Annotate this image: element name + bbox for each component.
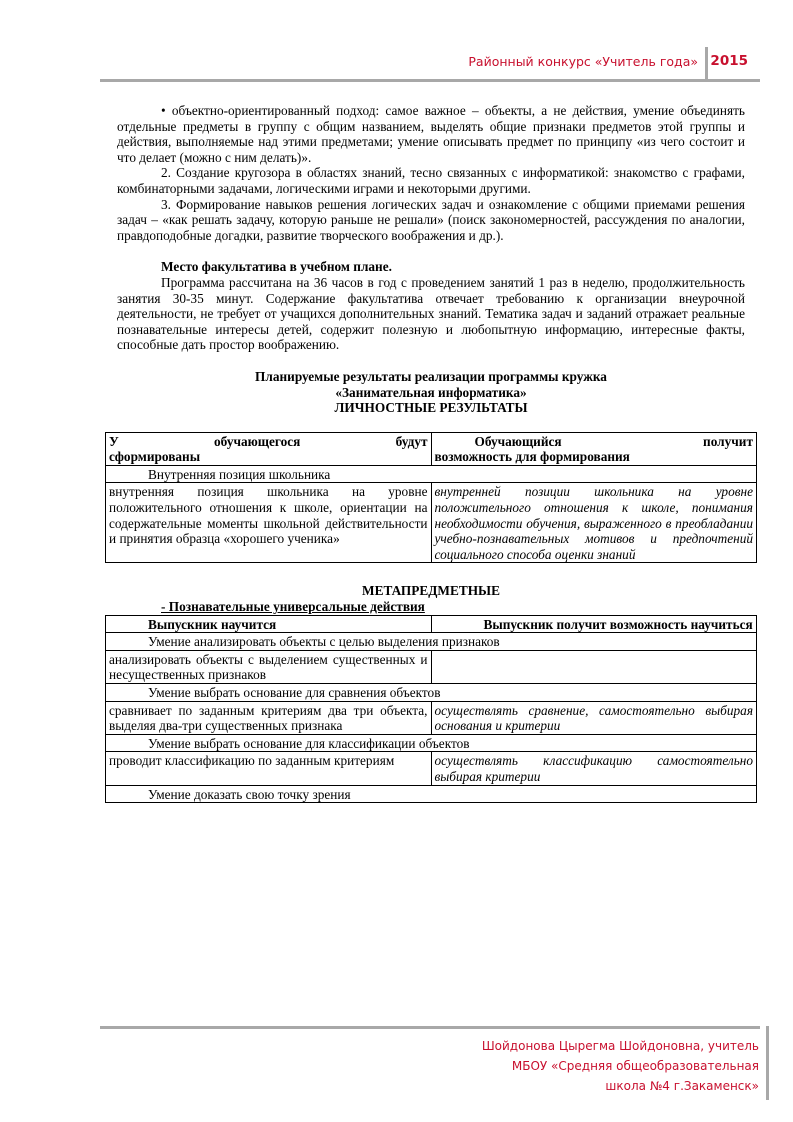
paragraph: Программа рассчитана на 36 часов в год с проведением занятий 1 раз в неделю, продолжительность занятия 30-35 минут. Содержание факультатива отвечает требованию к организации внеурочной деятельности, не требует от учащихся дополнительных знаний. Тематика задач и заданий отражает реальные познавательные интересы детей, содержит полезную и любопытную информацию, интересные факты, способные дать простор воображению.	[117, 274, 745, 353]
meta-results-table	[105, 615, 757, 804]
footer-author: Шойдонова Цырегма Шойдоновна, учитель	[481, 1039, 759, 1053]
table-span-row: Внутренняя позиция школьника	[106, 465, 757, 483]
page-header	[100, 47, 760, 79]
page-content	[109, 103, 753, 803]
table-cell	[431, 650, 757, 683]
header-title: Районный конкурс «Учитель года»	[468, 54, 698, 69]
table-span-row: Умение выбрать основание для классификации объектов	[106, 734, 757, 752]
table-cell: анализировать объекты с выделением существенных и несущественных признаков	[106, 650, 432, 683]
results-subtitle: «Занимательная информатика»	[335, 384, 527, 400]
footer-school-city: школа №4 г.Закаменск»	[605, 1079, 759, 1093]
paragraph: 2. Создание кругозора в областях знаний, тесно связанных с информатикой: знакомство с графами, комбинаторными задачами, логическими играми и некоторыми другими.	[117, 165, 745, 196]
table-cell: проводит классификацию по заданным критериям	[106, 752, 432, 785]
footer-separator	[766, 1026, 769, 1100]
table-cell: внутренняя позиция школьника на уровне положительного отношения к школе, ориентации на содержательные моменты школьной действительности и принятия образца «хорошего ученика»	[106, 483, 432, 563]
table-header-cell: Выпускник получит возможность научиться	[431, 615, 757, 633]
header-rule	[100, 79, 760, 82]
footer-rule	[100, 1026, 760, 1029]
table-span-row: Умение выбрать основание для сравнения объектов	[106, 684, 757, 702]
table-cell: сравнивает по заданным критериям два три объекта, выделяя два-три существенных признака	[106, 701, 432, 734]
table-header-cell: Выпускник научится	[106, 615, 432, 633]
table-span-row: Умение анализировать объекты с целью выделения признаков	[106, 633, 757, 651]
paragraph: • объектно-ориентированный подход: самое важное – объекты, а не действия, умение объединять отдельные предметы в группу с общим названием, выделять общие признаки предметов этой группы и действия, выполняемые над этими предметами; умение описывать предмет по принципу «из чего состоит и что делает (можно с ним делать)».	[117, 103, 745, 165]
meta-results-subtitle: - Познавательные универсальные действия	[161, 599, 425, 615]
table-cell: осуществлять сравнение, самостоятельно выбирая основания и критерии	[431, 701, 757, 734]
personal-results-table	[105, 432, 757, 564]
footer-school: МБОУ «Средняя общеобразовательная	[511, 1059, 759, 1073]
table-cell: внутренней позиции школьника на уровне положительного отношения к школе, понимания необходимости обучения, выраженного в преобладании учебно-познавательных мотивов и предпочтений социального способа оценки знаний	[431, 483, 757, 563]
results-title: Планируемые результаты реализации программы кружка	[255, 368, 607, 384]
header-year: 2015	[710, 53, 748, 69]
header-separator	[705, 47, 708, 79]
table-cell: осуществлять классификацию самостоятельно выбирая критерии	[431, 752, 757, 785]
meta-results-title: МЕТАПРЕДМЕТНЫЕ	[362, 583, 500, 599]
section-heading: Место факультатива в учебном плане.	[161, 259, 392, 275]
personal-results-title: ЛИЧНОСТНЫЕ РЕЗУЛЬТАТЫ	[334, 400, 528, 416]
page-footer	[482, 1036, 759, 1096]
table-header-cell: У обучающегося будут сформированы	[106, 432, 432, 465]
table-span-row: Умение доказать свою точку зрения	[106, 785, 757, 803]
table-header-cell: Обучающийся получит возможность для формирования	[431, 432, 757, 465]
paragraph: 3. Формирование навыков решения логических задач и ознакомление с общими приемами решения задач – «как решать задачу, которую раньше не решали» (поиск закономерностей, рассуждения по аналогии, правдоподобные догадки, развитие творческого воображения и др.).	[117, 196, 745, 243]
